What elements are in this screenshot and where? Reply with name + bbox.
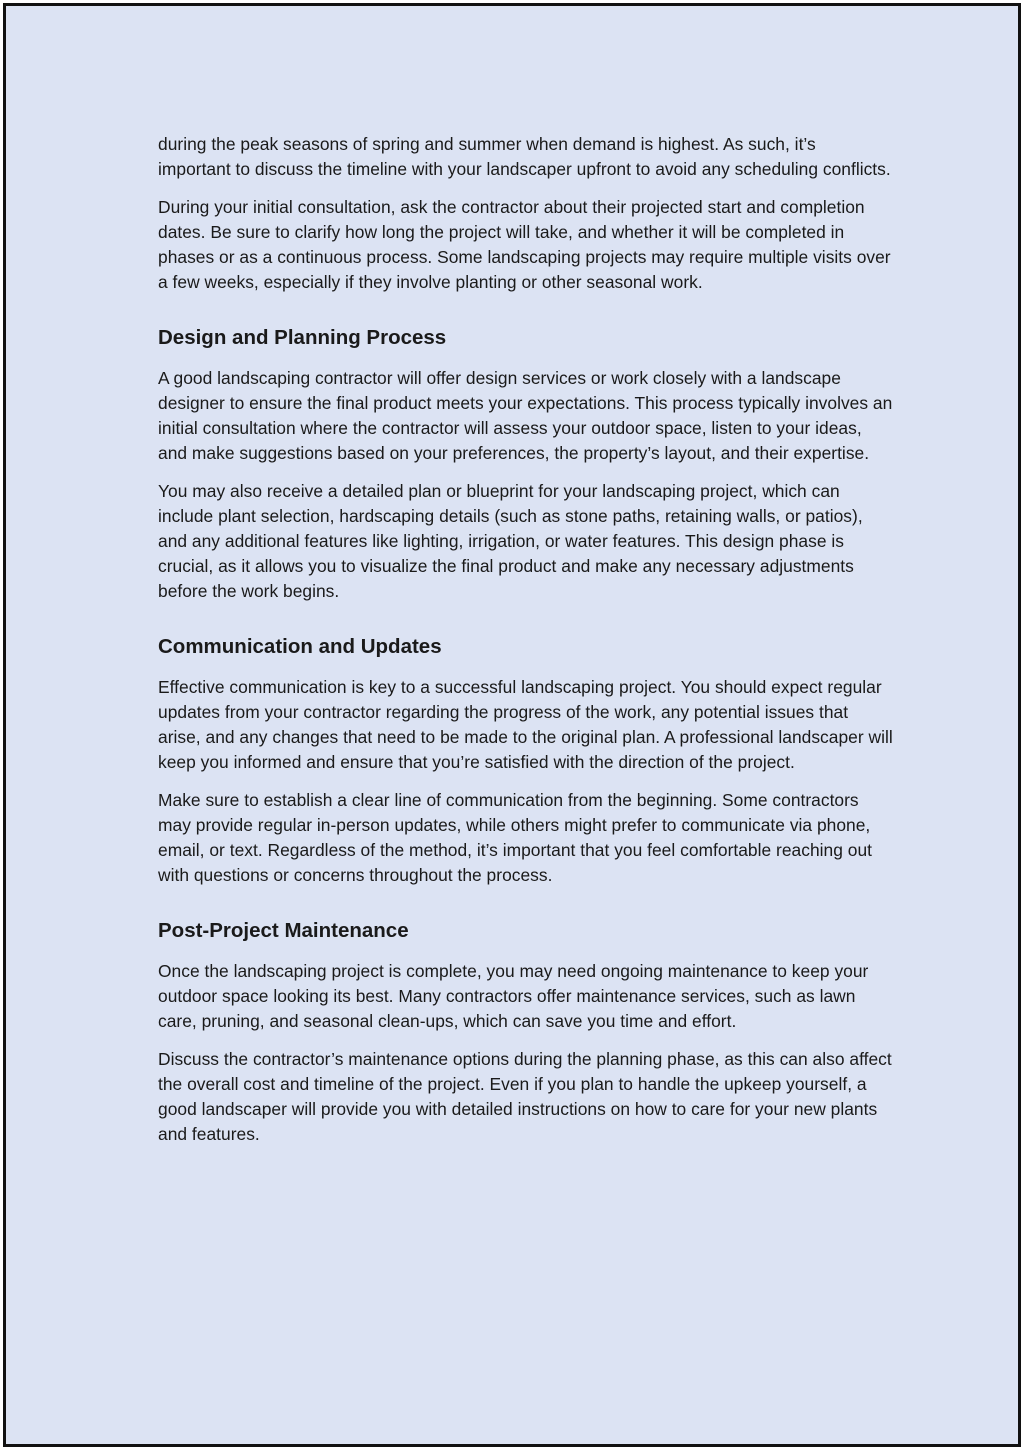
paragraph: Effective communication is key to a successful landscaping project. You should expect regular updates from your contractor regarding the progress of the work, any potential issues that arise, and any changes that need to be made to the original plan. A professional landscaper will keep you informed and ensure that you’re satisfied with the direction of the project. [158,677,893,772]
paragraph: Discuss the contractor’s maintenance options during the planning phase, as this can also affect the overall cost and timeline of the project. Even if you plan to handle the upkeep yourself, a good landscaper will provide you with detailed instructions on how to care for your new plants and features. [158,1049,892,1144]
paragraph: Make sure to establish a clear line of communication from the beginning. Some contractors may provide regular in-person updates, while others might prefer to communicate via phone, email, or text. Regardless of the method, it’s important that you feel comfortable reaching out with questions or concerns throughout the process. [158,790,872,885]
paragraph: during the peak seasons of spring and summer when demand is highest. As such, it’s important to discuss the timeline with your landscaper upfront to avoid any scheduling conflicts. [158,134,891,179]
paragraph: A good landscaping contractor will offer design services or work closely with a landscape designer to ensure the final product meets your expectations. This process typically involves an initial consultation where the contractor will assess your outdoor space, listen to your ideas, and make suggestions based on your preferences, the property’s layout, and their expertise. [158,368,893,463]
page-frame [3,3,1021,1447]
section-heading-maintenance: Post-Project Maintenance [158,919,409,942]
section-heading-design: Design and Planning Process [158,326,447,349]
paragraph: During your initial consultation, ask the contractor about their projected start and completion dates. Be sure to clarify how long the project will take, and whether it will be completed in phases or as a continuous process. Some landscaping projects may require multiple visits over a few weeks, especially if they involve planting or other seasonal work. [158,197,891,292]
document-body [158,132,893,1160]
paragraph: Once the landscaping project is complete, you may need ongoing maintenance to keep your outdoor space looking its best. Many contractors offer maintenance services, such as lawn care, pruning, and seasonal clean-ups, which can save you time and effort. [158,961,869,1031]
section-heading-communication: Communication and Updates [158,635,442,658]
paragraph: You may also receive a detailed plan or blueprint for your landscaping project, which can include plant selection, hardscaping details (such as stone paths, retaining walls, or patios), and any additional features like lighting, irrigation, or water features. This design phase is crucial, as it allows you to visualize the final product and make any necessary adjustments before the work begins. [158,481,863,601]
